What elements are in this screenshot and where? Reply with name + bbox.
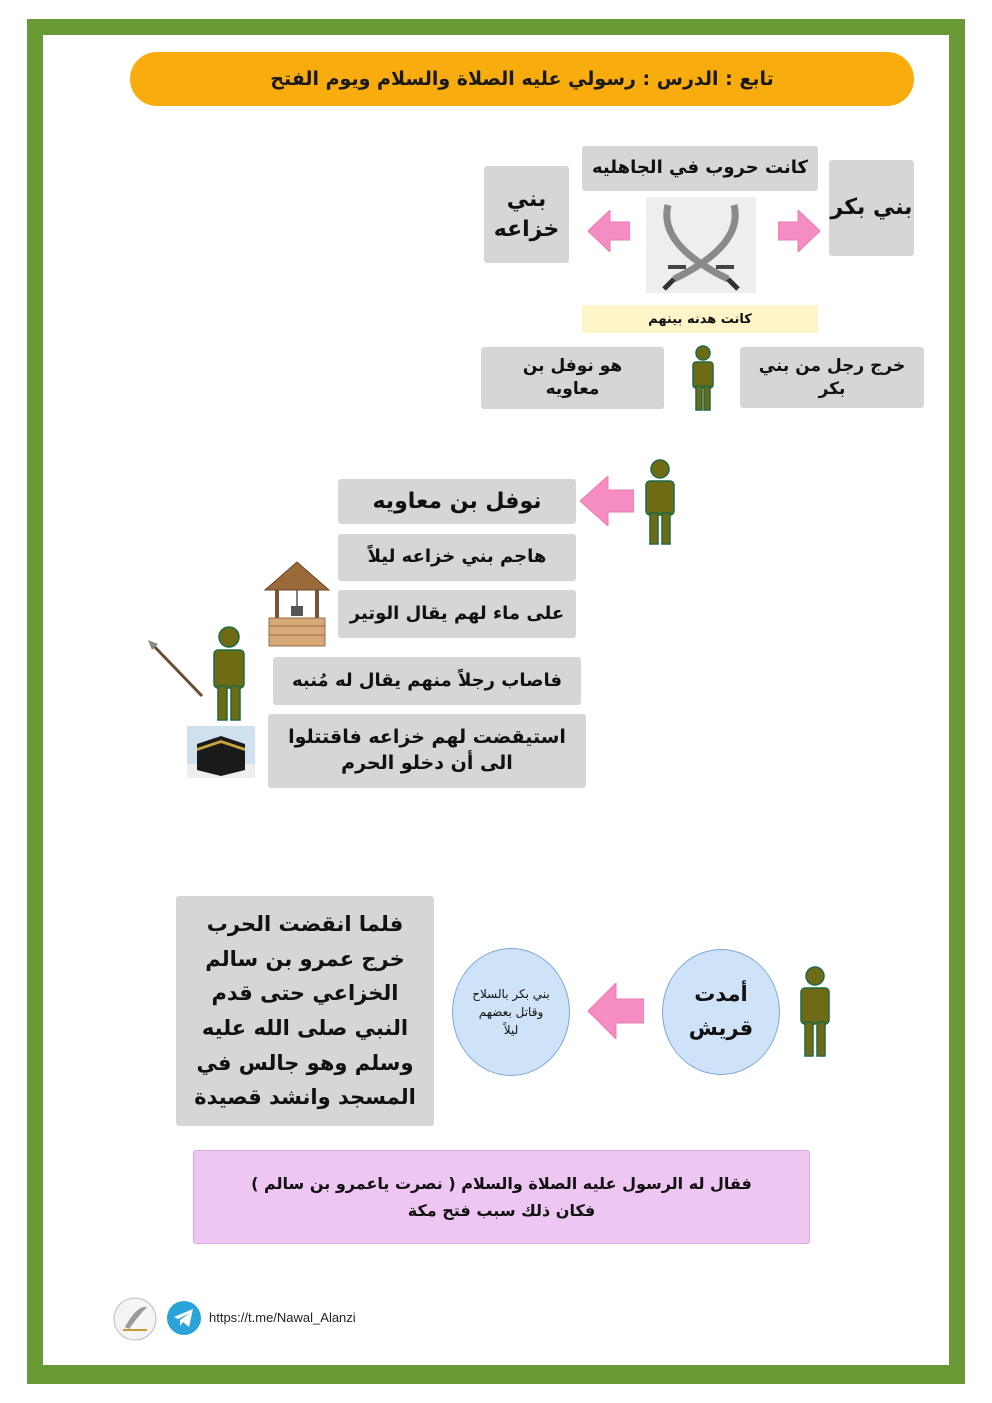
woke-box: استيقضت لهم خزاعه فاقتتلوا الى أن دخلو الحرم (268, 714, 586, 788)
quraysh-circle: أمدت قريش (662, 949, 780, 1075)
page-title: تابع : الدرس : رسولي عليه الصلاة والسلام ويوم الفتح (130, 52, 914, 106)
nawfal-name-box: نوفل بن معاويه (338, 479, 576, 524)
man-out-box: خرج رجل من بني بكر (740, 347, 924, 408)
kaaba-icon (187, 726, 255, 778)
truce-label: كانت هدنه بينهم (582, 305, 818, 333)
person-icon (642, 459, 678, 545)
crossed-swords-icon (646, 197, 756, 293)
arrow-left-icon (588, 210, 630, 252)
telegram-link[interactable]: https://t.me/Nawal_Alanzi (209, 1310, 356, 1325)
wars-box: كانت حروب في الجاهليه (582, 146, 818, 191)
conclusion-line-2: فكان ذلك سبب فتح مكة (407, 1201, 596, 1220)
arrow-right-icon (778, 210, 820, 252)
arrow-left-icon (588, 983, 644, 1039)
bakr-note-circle: بني بكر بالسلاح وقاتل بعضهم ليلاً (452, 948, 570, 1076)
conclusion-line-1: فقال له الرسول عليه الصلاة والسلام ( نصرت ياعمرو بن سالم ) (251, 1173, 752, 1193)
conclusion-box (193, 1150, 810, 1244)
person-icon (210, 626, 248, 722)
water-box: على ماء لهم يقال الوتير (338, 590, 576, 638)
arrow-left-icon (580, 476, 634, 526)
spear-icon (148, 640, 204, 698)
person-icon (690, 345, 716, 411)
attacked-box: هاجم بني خزاعه ليلاً (338, 534, 576, 581)
person-icon (797, 966, 833, 1058)
banu-khuzaa-box: بني خزاعه (484, 166, 569, 263)
banu-bakr-box: بني بكر (829, 160, 914, 256)
well-icon (263, 560, 331, 648)
telegram-icon[interactable] (166, 1300, 202, 1336)
nawfal-box: هو نوفل بن معاويه (481, 347, 664, 409)
story-box: فلما انقضت الحرب خرج عمرو بن سالم الخزاعي حتى قدم النبي صلى الله عليه وسلم وهو جالس في المسجد وانشد قصيدة (176, 896, 434, 1126)
logo-icon (113, 1297, 157, 1341)
hit-box: فاصاب رجلاً منهم يقال له مُنبه (273, 657, 581, 705)
